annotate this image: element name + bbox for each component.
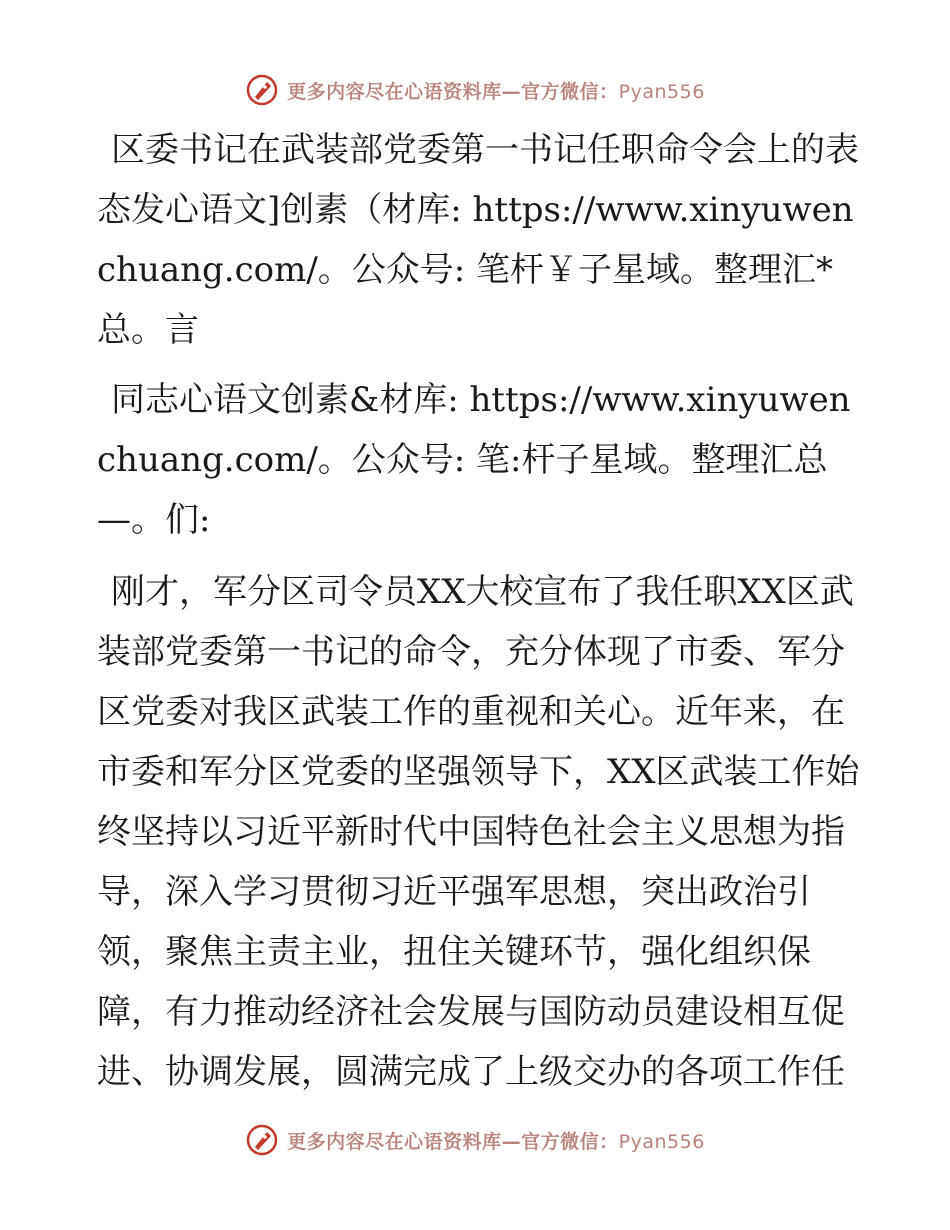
title-paragraph: 区委书记在武装部党委第一书记任职命令会上的表态发心语文]创素（材库: https://www.xinyuwenchuang.com/。公众号: 笔杆￥子星域。整理汇*总。言 — [97, 130, 859, 350]
banner-text: 更多内容尽在心语资料库—官方微信：Pyan556 — [287, 1130, 705, 1153]
pen-nib-logo-icon — [245, 1123, 279, 1157]
wechat-id: Pyan556 — [618, 1130, 705, 1153]
wechat-id: Pyan556 — [618, 80, 705, 103]
body-paragraph: 刚才，军分区司令员XX大校宣布了我任职XX区武装部党委第一书记的命令，充分体现了市委、军分区党委对我区武装工作的重视和关心。近年来，在市委和军分区党委的坚强领导下，XX区武装工作始终坚持以习近平新时代中国特色社会主义思想为指导，深入学习贯彻习近平强军思想，突出政治引领，聚焦主责主业，扭住关键环节，强化组织保障，有力推动经济社会发展与国防动员建设相互促进、协调发展，圆满完成了上级交办的各项工作任 — [97, 572, 860, 1092]
document-body — [97, 120, 867, 1102]
salutation-paragraph: 同志心语文创素&材库: https://www.xinyuwenchuang.com/。公众号: 笔:杆子星域。整理汇总—。们: — [97, 380, 851, 540]
header-banner — [0, 70, 950, 110]
footer-banner — [0, 1120, 950, 1160]
banner-text: 更多内容尽在心语资料库—官方微信：Pyan556 — [287, 80, 705, 103]
pen-nib-logo-icon — [245, 73, 279, 107]
